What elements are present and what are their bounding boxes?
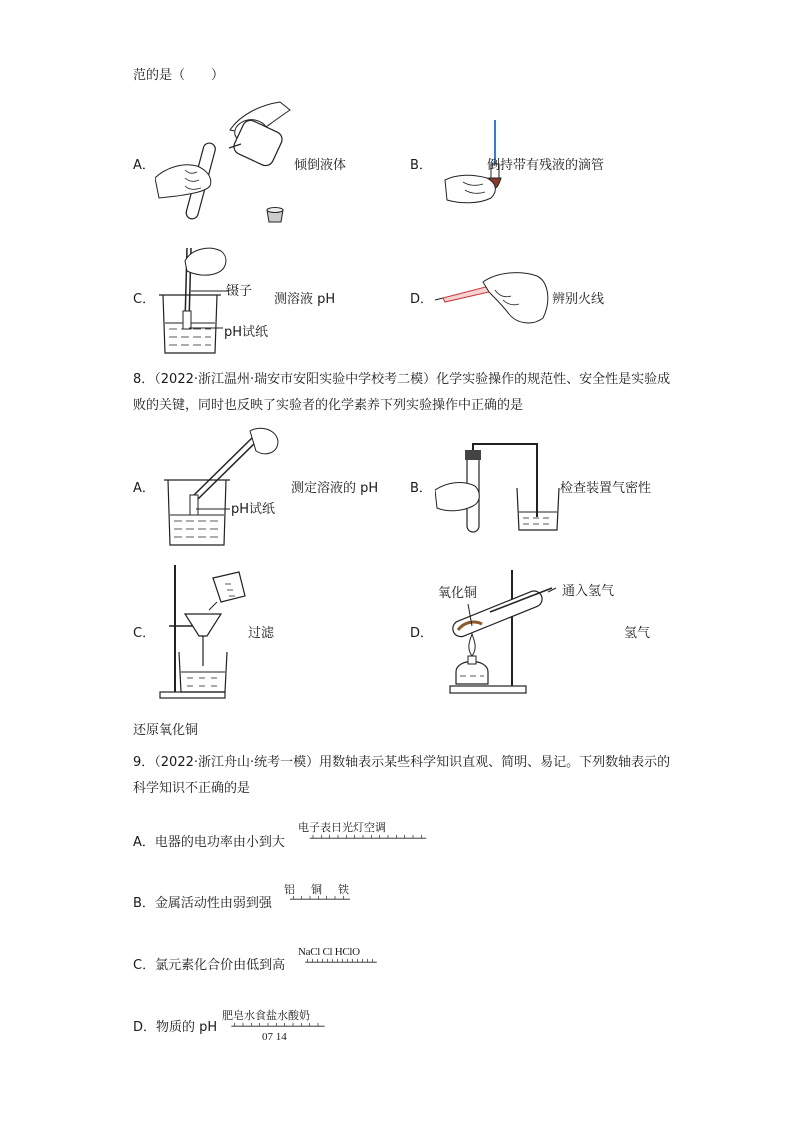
q7d-label: 辨别火线 <box>552 292 605 307</box>
q8-option-d-letter[interactable]: D． <box>410 626 434 641</box>
q9d-axis-numbers: 07 14 <box>262 1031 287 1043</box>
q7a-pour-liquid-figure <box>155 100 295 225</box>
q7d-test-pen-figure <box>433 268 553 330</box>
q8d-h2-inlet-tag: 通入氢气 <box>562 584 615 599</box>
q7-option-b-letter[interactable]: B． <box>410 158 432 173</box>
q7c-label: 测溶液 pH <box>274 292 336 307</box>
q7a-label: 倾倒液体 <box>294 158 347 173</box>
q8c-filtration-figure <box>155 560 250 702</box>
q9-stem: 9．（2022·浙江舟山·统考一模）用数轴表示某些科学知识直观、简明、易记。下列数轴表示的科学知识不正确的是 <box>133 755 671 796</box>
q8-option-a-letter[interactable]: A． <box>133 481 155 496</box>
q9b-letter: B． <box>133 896 155 911</box>
q9b-axis-labels: 铝铜铁 <box>284 883 365 896</box>
q8-stem: 8．（2022·浙江温州·瑞安市安阳实验中学校考二模）化学实验操作的规范性、安全性是实验成败的关键，同时也反映了实验者的化学素养下列实验操作中正确的是 <box>133 372 671 413</box>
q8a-label: 测定溶液的 pH <box>291 481 379 496</box>
q8b-label: 检查装置气密性 <box>560 481 652 496</box>
q9d-text: 物质的 pH <box>156 1020 218 1035</box>
q8d-label-continued: 还原氧化铜 <box>133 723 199 738</box>
q8d-cuo-tag: 氧化铜 <box>438 586 478 601</box>
q7b-label: 倒持带有残液的滴管 <box>487 158 605 173</box>
q7c-ph-paper-tag: pH试纸 <box>224 325 269 340</box>
q7c-tweezers-tag: 镊子 <box>226 284 253 299</box>
q7-option-d-letter[interactable]: D． <box>410 292 434 307</box>
q9-option-b[interactable] <box>133 896 272 912</box>
q9-option-c[interactable] <box>133 958 285 974</box>
q8-option-c-letter[interactable]: C． <box>133 626 156 641</box>
q9a-number-axis <box>298 834 438 839</box>
q9b-text: 金属活动性由弱到强 <box>154 896 272 911</box>
q9a-axis-labels: 电子表日光灯空调 <box>298 821 386 834</box>
q8a-ph-paper-tag: pH试纸 <box>231 502 276 517</box>
q8b-airtightness-figure <box>435 442 560 537</box>
q8c-label: 过滤 <box>248 626 275 641</box>
q9d-number-axis <box>222 1022 334 1027</box>
q8-option-b-letter[interactable]: B． <box>410 481 432 496</box>
q9c-letter: C． <box>133 958 156 973</box>
q9-option-d[interactable] <box>133 1020 217 1036</box>
q9c-text: 氯元素化合价由低到高 <box>155 958 286 973</box>
q8d-h2-tag: 氢气 <box>624 626 651 641</box>
q9a-letter: A． <box>133 835 155 850</box>
q9a-text: 电器的电功率由小到大 <box>154 835 285 850</box>
q7-stem-tail: 范的是（ ） <box>133 68 225 83</box>
q9d-axis-labels: 肥皂水食盐水酸奶 <box>222 1009 310 1022</box>
q9d-letter: D． <box>133 1020 157 1035</box>
q9-option-a[interactable] <box>133 835 285 851</box>
q9b-number-axis <box>284 895 356 900</box>
q7-option-a-letter[interactable]: A． <box>133 158 155 173</box>
q9c-number-axis <box>298 958 384 963</box>
q8a-ph-test-figure <box>160 425 285 550</box>
q9c-axis-labels: NaCl Cl HClO <box>298 946 360 958</box>
q7-option-c-letter[interactable]: C． <box>133 292 156 307</box>
